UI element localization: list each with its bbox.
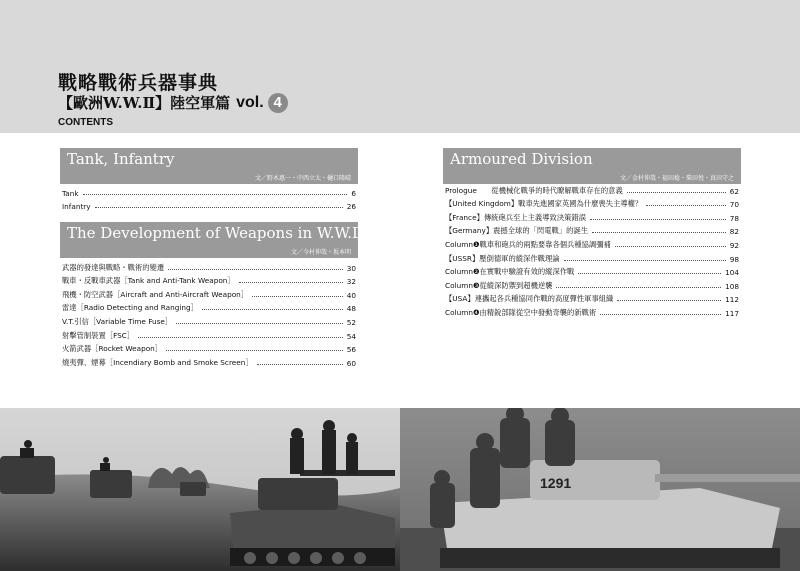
leader-dots	[202, 309, 343, 310]
section-header-armoured-division	[443, 148, 741, 184]
toc-entry[interactable]	[62, 259, 356, 273]
photo-tank-column	[0, 408, 400, 571]
toc-entry[interactable]	[445, 277, 739, 291]
entry-title: 戰車・反戰車武器［Tank and Anti-Tank Weapon］	[62, 276, 235, 286]
entry-title: 燒夷彈、煙幕［Incendiary Bomb and Smoke Screen］	[62, 357, 253, 367]
toc-entry[interactable]	[62, 341, 356, 355]
leader-dots	[138, 337, 343, 338]
entry-title: 【Germany】震撼全球的「閃電戰」的誕生	[445, 226, 588, 236]
leader-dots	[617, 300, 721, 301]
leader-dots	[176, 323, 342, 324]
entry-page: 26	[346, 202, 356, 212]
svg-text:1291: 1291	[540, 475, 572, 491]
entry-title: 【USSR】壓倒德軍的縱深作戰理論	[445, 253, 560, 263]
leader-dots	[627, 192, 726, 193]
entry-page: 78	[729, 213, 739, 223]
toc-entry[interactable]	[62, 300, 356, 314]
toc-entry[interactable]	[62, 286, 356, 300]
toc-entry[interactable]	[445, 209, 739, 223]
entry-title: Tank	[62, 188, 79, 198]
leader-dots	[578, 273, 721, 274]
entry-page: 82	[729, 227, 739, 237]
book-subtitle	[58, 92, 288, 113]
entry-title: Prologue 從機械化戰爭的時代瞭解戰車存在的意義	[445, 185, 623, 195]
section-title: Tank, Infantry	[67, 150, 175, 168]
toc-list-armoured-division	[445, 182, 739, 318]
tank-column-image	[0, 408, 400, 571]
leader-dots	[590, 219, 726, 220]
entry-title: 【France】傳統砲兵至上主義導致決策錯誤	[445, 212, 587, 222]
leader-dots	[556, 287, 721, 288]
entry-page: 98	[729, 254, 739, 264]
toc-entry[interactable]	[62, 327, 356, 341]
entry-title: 雷達［Radio Detecting and Ranging］	[62, 303, 198, 313]
leader-dots	[166, 350, 343, 351]
section-title: The Development of Weapons in W.W.Ⅱ	[67, 224, 363, 242]
header-band	[0, 0, 800, 133]
entry-title: Column❶戰車和砲兵的兩點要靠各個兵種協調彌補	[445, 239, 611, 249]
volume-label: vol.	[236, 93, 264, 111]
entry-title: 射擊管制裝置［FSC］	[62, 330, 135, 340]
subtitle-text: 【歐洲W.W.Ⅱ】陸空軍篇	[58, 94, 231, 112]
entry-page: 48	[346, 304, 356, 314]
leader-dots	[257, 364, 343, 365]
entry-title: Column❹由精銳部隊從空中發動奇襲的新戰術	[445, 307, 597, 317]
entry-page: 32	[346, 277, 356, 287]
entry-title: Column❸從縱深防禦到超機逆襲	[445, 280, 553, 290]
section-header-tank-infantry	[60, 148, 358, 184]
leader-dots	[95, 207, 343, 208]
entry-page: 70	[729, 200, 739, 210]
contents-label: CONTENTS	[58, 117, 113, 128]
section-title: Armoured Division	[450, 150, 593, 168]
entry-title: V.T.引信［Variable Time Fuse］	[62, 316, 173, 326]
entry-title: 飛機・防空武器［Aircraft and Anti-Aircraft Weapon］	[62, 289, 249, 299]
entry-title: Column❷在實戰中驗證有效的縱深作戰	[445, 267, 575, 277]
section-header-weapons-development	[60, 222, 363, 258]
toc-entry[interactable]	[445, 196, 739, 210]
toc-entry[interactable]	[445, 291, 739, 305]
entry-title: 武器的發達與戰略・戰術的變遷	[62, 262, 165, 272]
toc-entry[interactable]	[62, 313, 356, 327]
photo-tiger-tank	[400, 408, 800, 571]
toc-entry[interactable]	[62, 273, 356, 287]
section-credit: 文／今村伸哉・坂本明	[290, 249, 351, 256]
section-credit: 文／金村伸哉・福田稔・柴田悦・真田守之	[619, 175, 734, 182]
leader-dots	[252, 296, 343, 297]
toc-entry[interactable]	[445, 264, 739, 278]
entry-title: 火箭武器［Rocket Weapon］	[62, 344, 163, 354]
entry-title: 【United Kingdom】戰車先進國家英國為什麼喪失主導權？	[445, 199, 643, 209]
tiger-tank-image	[400, 408, 800, 571]
entry-page: 108	[725, 281, 739, 291]
entry-page: 30	[346, 263, 356, 273]
entry-page: 40	[346, 290, 356, 300]
toc-entry[interactable]	[62, 354, 356, 368]
entry-page: 92	[729, 240, 739, 250]
leader-dots	[646, 205, 725, 206]
toc-entry[interactable]	[445, 250, 739, 264]
entry-page: 112	[725, 295, 739, 305]
volume-number-badge: 4	[268, 93, 288, 113]
toc-entry[interactable]	[445, 304, 739, 318]
book-title: 戰略戰術兵器事典	[58, 72, 219, 94]
entry-page: 62	[729, 186, 739, 196]
leader-dots	[564, 260, 726, 261]
entry-page: 52	[346, 317, 356, 327]
entry-page: 54	[346, 331, 356, 341]
toc-list-weapons-development	[62, 259, 356, 368]
leader-dots	[615, 246, 726, 247]
toc-entry[interactable]	[62, 198, 356, 212]
toc-entry[interactable]	[445, 236, 739, 250]
toc-entry[interactable]	[445, 223, 739, 237]
leader-dots	[83, 194, 348, 195]
leader-dots	[600, 314, 721, 315]
entry-page: 117	[725, 308, 739, 318]
leader-dots	[168, 269, 343, 270]
toc-entry[interactable]	[62, 184, 356, 198]
toc-entry[interactable]	[445, 182, 739, 196]
entry-page: 104	[725, 268, 739, 278]
entry-title: 【USA】連攜起各兵種協同作戰的高度彈性軍事組織	[445, 294, 614, 304]
section-credit: 文／野木惠一・中西立太・樋口隆晴	[254, 175, 351, 182]
entry-page: 6	[351, 188, 356, 198]
entry-page: 60	[346, 358, 356, 368]
entry-page: 56	[346, 345, 356, 355]
leader-dots	[592, 232, 726, 233]
toc-list-tank-infantry	[62, 184, 356, 211]
leader-dots	[239, 282, 343, 283]
entry-title: Infantry	[62, 202, 91, 212]
